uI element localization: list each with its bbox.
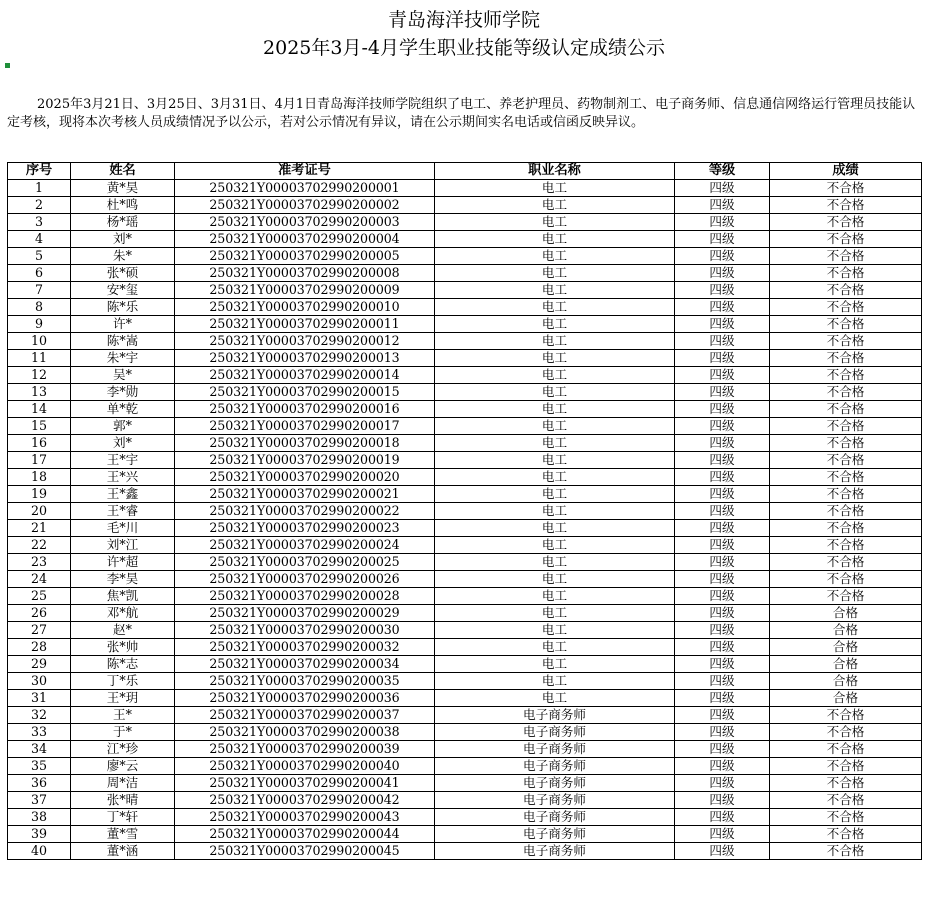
table-row bbox=[8, 826, 922, 843]
table-row bbox=[8, 792, 922, 809]
cell-result: 不合格 bbox=[770, 452, 922, 469]
cell-level: 四级 bbox=[675, 622, 770, 639]
cell-occupation: 电工 bbox=[435, 588, 675, 605]
cell-exam-id: 250321Y00003702990200021 bbox=[175, 486, 435, 503]
cell-exam-id: 250321Y00003702990200011 bbox=[175, 316, 435, 333]
cell-index: 34 bbox=[8, 741, 71, 758]
cell-marker-icon bbox=[5, 63, 10, 68]
cell-exam-id: 250321Y00003702990200026 bbox=[175, 571, 435, 588]
cell-level: 四级 bbox=[675, 588, 770, 605]
cell-level: 四级 bbox=[675, 299, 770, 316]
cell-index: 26 bbox=[8, 605, 71, 622]
cell-result: 不合格 bbox=[770, 809, 922, 826]
cell-occupation: 电子商务师 bbox=[435, 758, 675, 775]
cell-index: 5 bbox=[8, 248, 71, 265]
cell-occupation: 电工 bbox=[435, 554, 675, 571]
table-row bbox=[8, 265, 922, 282]
cell-name: 王*睿 bbox=[71, 503, 175, 520]
cell-exam-id: 250321Y00003702990200019 bbox=[175, 452, 435, 469]
cell-level: 四级 bbox=[675, 792, 770, 809]
table-row bbox=[8, 843, 922, 860]
table-row bbox=[8, 503, 922, 520]
cell-level: 四级 bbox=[675, 503, 770, 520]
table-row bbox=[8, 384, 922, 401]
table-row bbox=[8, 690, 922, 707]
cell-index: 16 bbox=[8, 435, 71, 452]
cell-level: 四级 bbox=[675, 571, 770, 588]
cell-exam-id: 250321Y00003702990200025 bbox=[175, 554, 435, 571]
table-row bbox=[8, 248, 922, 265]
table-row bbox=[8, 469, 922, 486]
page-subtitle: 2025年3月-4月学生职业技能等级认定成绩公示 bbox=[263, 37, 665, 59]
cell-result: 不合格 bbox=[770, 214, 922, 231]
cell-occupation: 电工 bbox=[435, 350, 675, 367]
cell-index: 30 bbox=[8, 673, 71, 690]
cell-name: 丁*轩 bbox=[71, 809, 175, 826]
cell-index: 8 bbox=[8, 299, 71, 316]
cell-exam-id: 250321Y00003702990200034 bbox=[175, 656, 435, 673]
cell-result: 不合格 bbox=[770, 707, 922, 724]
cell-level: 四级 bbox=[675, 673, 770, 690]
cell-occupation: 电工 bbox=[435, 214, 675, 231]
cell-name: 陈*志 bbox=[71, 656, 175, 673]
cell-name: 杨*瑶 bbox=[71, 214, 175, 231]
cell-result: 不合格 bbox=[770, 350, 922, 367]
cell-exam-id: 250321Y00003702990200001 bbox=[175, 180, 435, 197]
cell-occupation: 电子商务师 bbox=[435, 741, 675, 758]
cell-level: 四级 bbox=[675, 231, 770, 248]
cell-name: 张*帅 bbox=[71, 639, 175, 656]
cell-level: 四级 bbox=[675, 639, 770, 656]
cell-exam-id: 250321Y00003702990200041 bbox=[175, 775, 435, 792]
cell-index: 29 bbox=[8, 656, 71, 673]
cell-occupation: 电工 bbox=[435, 690, 675, 707]
cell-exam-id: 250321Y00003702990200020 bbox=[175, 469, 435, 486]
table-row bbox=[8, 486, 922, 503]
table-row bbox=[8, 520, 922, 537]
cell-exam-id: 250321Y00003702990200013 bbox=[175, 350, 435, 367]
cell-level: 四级 bbox=[675, 690, 770, 707]
cell-exam-id: 250321Y00003702990200044 bbox=[175, 826, 435, 843]
cell-index: 24 bbox=[8, 571, 71, 588]
cell-index: 12 bbox=[8, 367, 71, 384]
cell-name: 周*洁 bbox=[71, 775, 175, 792]
cell-occupation: 电工 bbox=[435, 197, 675, 214]
cell-name: 安*玺 bbox=[71, 282, 175, 299]
table-row bbox=[8, 724, 922, 741]
cell-occupation: 电工 bbox=[435, 367, 675, 384]
cell-level: 四级 bbox=[675, 707, 770, 724]
cell-level: 四级 bbox=[675, 537, 770, 554]
table-row bbox=[8, 809, 922, 826]
cell-occupation: 电工 bbox=[435, 622, 675, 639]
cell-index: 22 bbox=[8, 537, 71, 554]
cell-level: 四级 bbox=[675, 384, 770, 401]
cell-index: 9 bbox=[8, 316, 71, 333]
cell-name: 赵* bbox=[71, 622, 175, 639]
cell-level: 四级 bbox=[675, 758, 770, 775]
table-row bbox=[8, 656, 922, 673]
column-header-occupation: 职业名称 bbox=[435, 163, 675, 180]
table-row bbox=[8, 282, 922, 299]
cell-index: 10 bbox=[8, 333, 71, 350]
cell-occupation: 电工 bbox=[435, 639, 675, 656]
cell-level: 四级 bbox=[675, 724, 770, 741]
cell-result: 不合格 bbox=[770, 248, 922, 265]
cell-level: 四级 bbox=[675, 180, 770, 197]
cell-name: 张*硕 bbox=[71, 265, 175, 282]
cell-index: 6 bbox=[8, 265, 71, 282]
cell-occupation: 电工 bbox=[435, 384, 675, 401]
cell-exam-id: 250321Y00003702990200008 bbox=[175, 265, 435, 282]
cell-level: 四级 bbox=[675, 197, 770, 214]
cell-level: 四级 bbox=[675, 809, 770, 826]
table-row bbox=[8, 605, 922, 622]
cell-name: 王*鑫 bbox=[71, 486, 175, 503]
cell-occupation: 电工 bbox=[435, 248, 675, 265]
cell-name: 王* bbox=[71, 707, 175, 724]
cell-result: 合格 bbox=[770, 656, 922, 673]
cell-index: 11 bbox=[8, 350, 71, 367]
results-table bbox=[7, 162, 922, 860]
cell-name: 焦*凯 bbox=[71, 588, 175, 605]
table-row bbox=[8, 350, 922, 367]
cell-exam-id: 250321Y00003702990200016 bbox=[175, 401, 435, 418]
table-row bbox=[8, 588, 922, 605]
notice-paragraph: 2025年3月21日、3月25日、3月31日、4月1日青岛海洋技师学院组织了电工、养老护理员、药物制剂工、电子商务师、信息通信网络运行管理员技能认定考核，现将本次考核人员成绩情况予以公示，若对公示情况有异议，请在公示期间实名电话或信函反映异议。 bbox=[7, 97, 916, 130]
cell-result: 不合格 bbox=[770, 282, 922, 299]
cell-result: 合格 bbox=[770, 673, 922, 690]
cell-index: 33 bbox=[8, 724, 71, 741]
cell-index: 23 bbox=[8, 554, 71, 571]
cell-exam-id: 250321Y00003702990200030 bbox=[175, 622, 435, 639]
cell-index: 19 bbox=[8, 486, 71, 503]
cell-occupation: 电子商务师 bbox=[435, 724, 675, 741]
cell-exam-id: 250321Y00003702990200038 bbox=[175, 724, 435, 741]
cell-exam-id: 250321Y00003702990200004 bbox=[175, 231, 435, 248]
table-row bbox=[8, 775, 922, 792]
cell-result: 不合格 bbox=[770, 418, 922, 435]
cell-index: 17 bbox=[8, 452, 71, 469]
cell-level: 四级 bbox=[675, 418, 770, 435]
cell-level: 四级 bbox=[675, 826, 770, 843]
cell-index: 20 bbox=[8, 503, 71, 520]
cell-result: 不合格 bbox=[770, 180, 922, 197]
cell-exam-id: 250321Y00003702990200036 bbox=[175, 690, 435, 707]
cell-occupation: 电工 bbox=[435, 605, 675, 622]
cell-result: 不合格 bbox=[770, 469, 922, 486]
cell-level: 四级 bbox=[675, 248, 770, 265]
cell-exam-id: 250321Y00003702990200022 bbox=[175, 503, 435, 520]
cell-result: 不合格 bbox=[770, 741, 922, 758]
column-header-exam-id: 准考证号 bbox=[175, 163, 435, 180]
column-header-result: 成绩 bbox=[770, 163, 922, 180]
table-row bbox=[8, 554, 922, 571]
column-header-name: 姓名 bbox=[71, 163, 175, 180]
cell-index: 40 bbox=[8, 843, 71, 860]
table-row bbox=[8, 639, 922, 656]
cell-name: 董*雪 bbox=[71, 826, 175, 843]
cell-level: 四级 bbox=[675, 350, 770, 367]
cell-name: 李*勋 bbox=[71, 384, 175, 401]
page-title: 青岛海洋技师学院 bbox=[387, 9, 540, 31]
cell-index: 27 bbox=[8, 622, 71, 639]
cell-index: 28 bbox=[8, 639, 71, 656]
column-header-index: 序号 bbox=[8, 163, 71, 180]
cell-exam-id: 250321Y00003702990200012 bbox=[175, 333, 435, 350]
cell-index: 1 bbox=[8, 180, 71, 197]
table-row bbox=[8, 622, 922, 639]
cell-occupation: 电子商务师 bbox=[435, 707, 675, 724]
cell-occupation: 电子商务师 bbox=[435, 792, 675, 809]
cell-index: 32 bbox=[8, 707, 71, 724]
cell-occupation: 电工 bbox=[435, 503, 675, 520]
cell-result: 不合格 bbox=[770, 758, 922, 775]
cell-name: 王*宇 bbox=[71, 452, 175, 469]
cell-exam-id: 250321Y00003702990200014 bbox=[175, 367, 435, 384]
cell-result: 不合格 bbox=[770, 384, 922, 401]
table-row bbox=[8, 537, 922, 554]
cell-occupation: 电子商务师 bbox=[435, 843, 675, 860]
cell-exam-id: 250321Y00003702990200024 bbox=[175, 537, 435, 554]
cell-index: 14 bbox=[8, 401, 71, 418]
cell-result: 不合格 bbox=[770, 843, 922, 860]
cell-result: 不合格 bbox=[770, 537, 922, 554]
cell-occupation: 电工 bbox=[435, 673, 675, 690]
cell-result: 不合格 bbox=[770, 588, 922, 605]
cell-name: 刘* bbox=[71, 435, 175, 452]
cell-level: 四级 bbox=[675, 452, 770, 469]
cell-exam-id: 250321Y00003702990200039 bbox=[175, 741, 435, 758]
cell-name: 朱*宇 bbox=[71, 350, 175, 367]
cell-exam-id: 250321Y00003702990200023 bbox=[175, 520, 435, 537]
cell-index: 38 bbox=[8, 809, 71, 826]
cell-exam-id: 250321Y00003702990200042 bbox=[175, 792, 435, 809]
cell-name: 邓*航 bbox=[71, 605, 175, 622]
cell-name: 吴* bbox=[71, 367, 175, 384]
cell-occupation: 电工 bbox=[435, 435, 675, 452]
table-row bbox=[8, 418, 922, 435]
cell-occupation: 电工 bbox=[435, 333, 675, 350]
table-row bbox=[8, 741, 922, 758]
cell-level: 四级 bbox=[675, 316, 770, 333]
cell-name: 刘*江 bbox=[71, 537, 175, 554]
cell-level: 四级 bbox=[675, 265, 770, 282]
cell-occupation: 电工 bbox=[435, 282, 675, 299]
cell-name: 廖*云 bbox=[71, 758, 175, 775]
cell-index: 39 bbox=[8, 826, 71, 843]
cell-occupation: 电子商务师 bbox=[435, 809, 675, 826]
cell-level: 四级 bbox=[675, 401, 770, 418]
cell-name: 王*兴 bbox=[71, 469, 175, 486]
table-row bbox=[8, 316, 922, 333]
table-row bbox=[8, 180, 922, 197]
cell-result: 不合格 bbox=[770, 486, 922, 503]
cell-name: 郭* bbox=[71, 418, 175, 435]
cell-occupation: 电工 bbox=[435, 401, 675, 418]
cell-index: 3 bbox=[8, 214, 71, 231]
cell-name: 江*珍 bbox=[71, 741, 175, 758]
cell-index: 13 bbox=[8, 384, 71, 401]
cell-result: 不合格 bbox=[770, 571, 922, 588]
cell-result: 合格 bbox=[770, 605, 922, 622]
cell-occupation: 电工 bbox=[435, 418, 675, 435]
cell-occupation: 电工 bbox=[435, 520, 675, 537]
cell-name: 杜*鸣 bbox=[71, 197, 175, 214]
cell-exam-id: 250321Y00003702990200035 bbox=[175, 673, 435, 690]
cell-name: 朱* bbox=[71, 248, 175, 265]
cell-exam-id: 250321Y00003702990200018 bbox=[175, 435, 435, 452]
table-row bbox=[8, 197, 922, 214]
cell-result: 不合格 bbox=[770, 520, 922, 537]
cell-result: 不合格 bbox=[770, 197, 922, 214]
cell-index: 25 bbox=[8, 588, 71, 605]
cell-occupation: 电子商务师 bbox=[435, 775, 675, 792]
table-row bbox=[8, 231, 922, 248]
cell-occupation: 电工 bbox=[435, 299, 675, 316]
cell-result: 不合格 bbox=[770, 401, 922, 418]
cell-occupation: 电工 bbox=[435, 469, 675, 486]
cell-exam-id: 250321Y00003702990200015 bbox=[175, 384, 435, 401]
cell-name: 许*超 bbox=[71, 554, 175, 571]
cell-index: 15 bbox=[8, 418, 71, 435]
table-row bbox=[8, 673, 922, 690]
table-body bbox=[8, 180, 922, 860]
cell-occupation: 电子商务师 bbox=[435, 826, 675, 843]
cell-name: 王*玥 bbox=[71, 690, 175, 707]
cell-index: 4 bbox=[8, 231, 71, 248]
table-header-row bbox=[8, 163, 922, 180]
cell-result: 不合格 bbox=[770, 826, 922, 843]
cell-index: 35 bbox=[8, 758, 71, 775]
cell-level: 四级 bbox=[675, 435, 770, 452]
table-row bbox=[8, 758, 922, 775]
table-row bbox=[8, 435, 922, 452]
cell-name: 黄*昊 bbox=[71, 180, 175, 197]
cell-level: 四级 bbox=[675, 605, 770, 622]
cell-level: 四级 bbox=[675, 333, 770, 350]
cell-occupation: 电工 bbox=[435, 537, 675, 554]
cell-exam-id: 250321Y00003702990200009 bbox=[175, 282, 435, 299]
cell-index: 18 bbox=[8, 469, 71, 486]
cell-occupation: 电工 bbox=[435, 571, 675, 588]
cell-index: 37 bbox=[8, 792, 71, 809]
cell-occupation: 电工 bbox=[435, 316, 675, 333]
column-header-level: 等级 bbox=[675, 163, 770, 180]
cell-index: 36 bbox=[8, 775, 71, 792]
cell-exam-id: 250321Y00003702990200003 bbox=[175, 214, 435, 231]
cell-result: 不合格 bbox=[770, 333, 922, 350]
cell-exam-id: 250321Y00003702990200045 bbox=[175, 843, 435, 860]
table-row bbox=[8, 214, 922, 231]
table-row bbox=[8, 707, 922, 724]
cell-exam-id: 250321Y00003702990200040 bbox=[175, 758, 435, 775]
cell-result: 不合格 bbox=[770, 554, 922, 571]
cell-exam-id: 250321Y00003702990200017 bbox=[175, 418, 435, 435]
cell-index: 21 bbox=[8, 520, 71, 537]
cell-result: 不合格 bbox=[770, 231, 922, 248]
cell-name: 许* bbox=[71, 316, 175, 333]
cell-level: 四级 bbox=[675, 741, 770, 758]
cell-result: 不合格 bbox=[770, 503, 922, 520]
table-row bbox=[8, 452, 922, 469]
cell-result: 不合格 bbox=[770, 792, 922, 809]
cell-exam-id: 250321Y00003702990200037 bbox=[175, 707, 435, 724]
cell-level: 四级 bbox=[675, 469, 770, 486]
cell-result: 不合格 bbox=[770, 299, 922, 316]
cell-level: 四级 bbox=[675, 486, 770, 503]
cell-result: 不合格 bbox=[770, 367, 922, 384]
cell-result: 不合格 bbox=[770, 724, 922, 741]
cell-index: 31 bbox=[8, 690, 71, 707]
cell-exam-id: 250321Y00003702990200010 bbox=[175, 299, 435, 316]
cell-name: 李*昊 bbox=[71, 571, 175, 588]
cell-occupation: 电工 bbox=[435, 656, 675, 673]
cell-name: 毛*川 bbox=[71, 520, 175, 537]
cell-name: 丁*乐 bbox=[71, 673, 175, 690]
cell-level: 四级 bbox=[675, 282, 770, 299]
table-row bbox=[8, 299, 922, 316]
cell-name: 陈*乐 bbox=[71, 299, 175, 316]
cell-exam-id: 250321Y00003702990200002 bbox=[175, 197, 435, 214]
cell-result: 不合格 bbox=[770, 775, 922, 792]
cell-result: 不合格 bbox=[770, 435, 922, 452]
cell-name: 刘* bbox=[71, 231, 175, 248]
cell-occupation: 电工 bbox=[435, 231, 675, 248]
cell-level: 四级 bbox=[675, 656, 770, 673]
cell-occupation: 电工 bbox=[435, 486, 675, 503]
cell-level: 四级 bbox=[675, 775, 770, 792]
cell-exam-id: 250321Y00003702990200005 bbox=[175, 248, 435, 265]
table-row bbox=[8, 333, 922, 350]
cell-level: 四级 bbox=[675, 214, 770, 231]
cell-name: 单*乾 bbox=[71, 401, 175, 418]
cell-exam-id: 250321Y00003702990200029 bbox=[175, 605, 435, 622]
cell-result: 不合格 bbox=[770, 316, 922, 333]
cell-occupation: 电工 bbox=[435, 265, 675, 282]
cell-result: 合格 bbox=[770, 639, 922, 656]
cell-index: 7 bbox=[8, 282, 71, 299]
cell-occupation: 电工 bbox=[435, 452, 675, 469]
cell-level: 四级 bbox=[675, 843, 770, 860]
cell-exam-id: 250321Y00003702990200032 bbox=[175, 639, 435, 656]
cell-level: 四级 bbox=[675, 367, 770, 384]
cell-name: 于* bbox=[71, 724, 175, 741]
cell-level: 四级 bbox=[675, 520, 770, 537]
cell-result: 合格 bbox=[770, 622, 922, 639]
cell-level: 四级 bbox=[675, 554, 770, 571]
cell-index: 2 bbox=[8, 197, 71, 214]
cell-occupation: 电工 bbox=[435, 180, 675, 197]
cell-exam-id: 250321Y00003702990200043 bbox=[175, 809, 435, 826]
table-row bbox=[8, 571, 922, 588]
cell-result: 合格 bbox=[770, 690, 922, 707]
cell-exam-id: 250321Y00003702990200028 bbox=[175, 588, 435, 605]
cell-result: 不合格 bbox=[770, 265, 922, 282]
cell-name: 张*晴 bbox=[71, 792, 175, 809]
table-row bbox=[8, 367, 922, 384]
cell-name: 陈*嵩 bbox=[71, 333, 175, 350]
table-row bbox=[8, 401, 922, 418]
cell-name: 董*涵 bbox=[71, 843, 175, 860]
